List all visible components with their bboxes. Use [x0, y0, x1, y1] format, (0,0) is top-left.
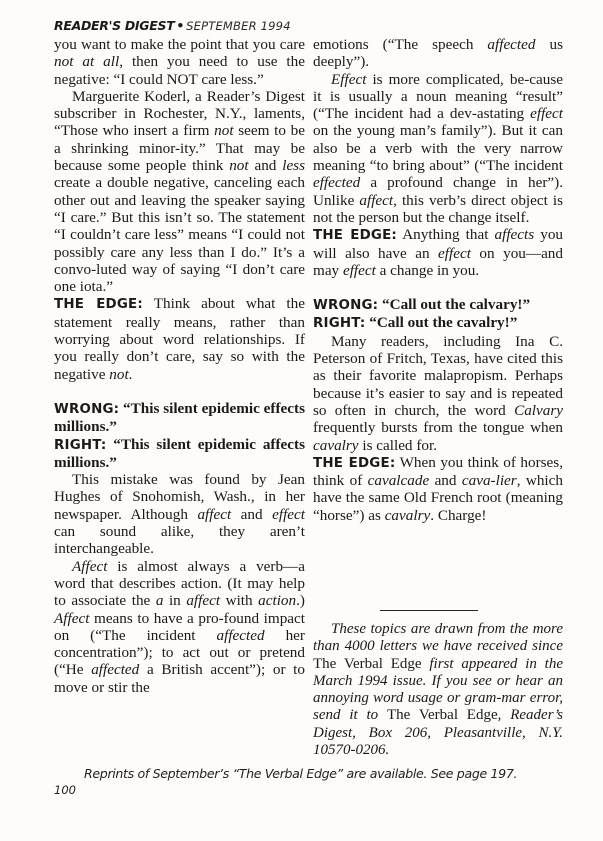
emphasis: affect	[359, 191, 394, 209]
wrong-text: “Call out the calvary!”	[378, 296, 531, 314]
wrong-label: WRONG:	[54, 401, 120, 417]
text: , this verb’s direct object is not the person but the change itself.	[313, 191, 563, 226]
emphasis: effect	[530, 105, 563, 123]
text: and	[248, 157, 283, 175]
emphasis: affected	[216, 626, 265, 644]
emphasis: affect	[186, 592, 221, 610]
text: . Charge!	[430, 506, 487, 524]
emphasis: Affect	[54, 609, 90, 627]
text: These topics are drawn from the more than 4000 letters we have received since	[313, 621, 563, 655]
text: with	[220, 592, 259, 610]
emphasis: cavalry	[384, 506, 431, 524]
text: , Reader’s Digest, Box 206, Pleasantville, N.Y. 10570-0206.	[313, 707, 563, 759]
paragraph-affect	[54, 558, 305, 696]
text: Many readers, including Ina C. Peterson of Fritch, Texas, have cited this as their favorite malapropism. Perhaps because it’s easier to say and is repeated so often in church, the word	[313, 332, 563, 419]
paragraph-koderl	[54, 88, 305, 296]
emphasis: not	[214, 122, 234, 140]
text: a British accent”); or to move or stir the	[54, 661, 305, 696]
emphasis: a	[155, 592, 164, 610]
wrong-text: “This silent epidemic effects millions.”	[54, 399, 305, 436]
text: frequently bursts from the tongue when	[313, 419, 563, 437]
the-edge-1	[54, 295, 305, 382]
emphasis: not at all	[54, 53, 120, 71]
text: seem to be a shrinking minor-ity.” That may be because some people think	[54, 122, 305, 175]
right-text: “Call out the cavalry!”	[365, 314, 518, 332]
the-edge-label: THE EDGE:	[54, 297, 143, 313]
emphasis: effect	[272, 505, 305, 523]
emphasis: effected	[313, 174, 361, 192]
right-label: RIGHT:	[54, 437, 107, 453]
text: , which have the same Old French root (meaning “horse”) as	[313, 472, 563, 524]
wrong-label: WRONG:	[313, 298, 379, 314]
editor-note-text	[313, 621, 563, 759]
the-edge-2	[313, 226, 563, 279]
text: first appeared in the March 1994 issue. If you see or hear an annoying word usage or gram-mar error, send it to	[313, 655, 563, 724]
text: Anything that	[396, 226, 495, 244]
emphasis: affected	[487, 36, 536, 53]
paragraph-effect	[313, 71, 563, 227]
text: This mistake was found by Jean Hughes of Snohomish, Wash., in her newspaper. Although	[54, 471, 305, 523]
paragraph-care-less	[54, 36, 305, 88]
right-label: RIGHT:	[313, 316, 366, 332]
text: us deeply”).	[313, 36, 563, 71]
right-column	[313, 36, 563, 524]
text: is called for.	[358, 436, 437, 454]
paragraph-hughes	[54, 471, 305, 557]
section-divider	[380, 610, 478, 611]
text: on you—and may	[313, 244, 563, 279]
running-head	[54, 18, 291, 34]
emphasis: less	[282, 157, 305, 175]
text: means to have a pro-found impact on (“The incident	[54, 609, 305, 644]
text: emotions (“The speech	[313, 36, 488, 53]
text: and	[231, 505, 273, 523]
the-edge-3	[313, 454, 563, 524]
paragraph-peterson	[313, 333, 563, 454]
emphasis: effect	[438, 244, 471, 262]
text: you want to make the point that you care	[54, 36, 305, 53]
emphasis: cava-lier	[461, 472, 517, 490]
emphasis: affected	[91, 661, 140, 679]
text: is more complicated, be-cause it is usually a noun meaning “result” (“The incident had a dev-astating	[313, 70, 563, 123]
emphasis: cavalry	[313, 436, 359, 454]
text: create a double negative, canceling each other out and leaving the speaker saying “I care.” But this isn’t so. The statement “I couldn’t care less” means “I could not possibly care any less than I do.” It’s a convo-luted way of saying “I don’t care one iota.”	[54, 174, 305, 296]
text: a profound change in her”). Unlike	[313, 174, 563, 209]
text: her concentration”); to act out or pretend (“He	[54, 626, 305, 679]
column-name: The Verbal Edge	[386, 707, 498, 724]
emphasis: effect	[342, 261, 376, 279]
text: is almost always a verb—a word that describes action. (It may help to associate the	[54, 557, 305, 610]
emphasis: affects	[494, 226, 535, 244]
text: and	[429, 472, 462, 490]
emphasis: cavalcade	[367, 472, 430, 490]
wrong-example-2	[313, 296, 563, 314]
emphasis: action	[258, 592, 297, 610]
text: .)	[296, 592, 305, 610]
text: a change in you.	[375, 261, 480, 279]
right-example-1	[54, 436, 305, 472]
text: When you think of horses, think of	[313, 453, 563, 490]
text: you will also have an	[313, 226, 564, 262]
issue-date: SEPTEMBER 1994	[186, 19, 291, 33]
left-column	[54, 36, 305, 696]
emphasis: Effect	[331, 70, 367, 88]
text: Think about what the statement really means, rather than worrying about word relationships. If you really don’t care, say so with the negative	[54, 295, 305, 383]
text: , then you need to use the negative: “I could NOT care less.”	[54, 53, 305, 88]
reprint-notice: Reprints of September’s “The Verbal Edge” are available. See page 197.	[84, 766, 518, 781]
emphasis: Calvary	[514, 401, 563, 419]
wrong-example-1	[54, 400, 305, 436]
emphasis: not	[109, 365, 129, 383]
magazine-title: READER'S DIGEST	[54, 18, 175, 33]
emphasis: not	[229, 157, 249, 175]
text: in	[163, 592, 187, 610]
bullet-separator: •	[176, 18, 185, 33]
page-number: 100	[54, 783, 76, 797]
right-example-2	[313, 314, 563, 332]
column-name: The Verbal Edge	[313, 655, 422, 672]
text: .	[128, 365, 133, 383]
emphasis: affect	[197, 505, 232, 523]
the-edge-label: THE EDGE:	[313, 455, 396, 471]
emphasis: Affect	[72, 557, 108, 575]
paragraph-emotions	[313, 36, 563, 71]
text: Marguerite Koderl, a Reader’s Digest subscriber in Rochester, N.Y., laments, “Those who insert a firm	[54, 87, 305, 140]
text: on the young man’s family”). But it can also be a verb with the very narrow meaning “to bring about” (“The incident	[313, 122, 563, 175]
text: can sound alike, they aren’t interchangeable.	[54, 523, 305, 558]
right-text: “This silent epidemic affects millions.”	[54, 435, 305, 471]
the-edge-label: THE EDGE:	[313, 228, 397, 244]
editor-note	[313, 621, 563, 759]
